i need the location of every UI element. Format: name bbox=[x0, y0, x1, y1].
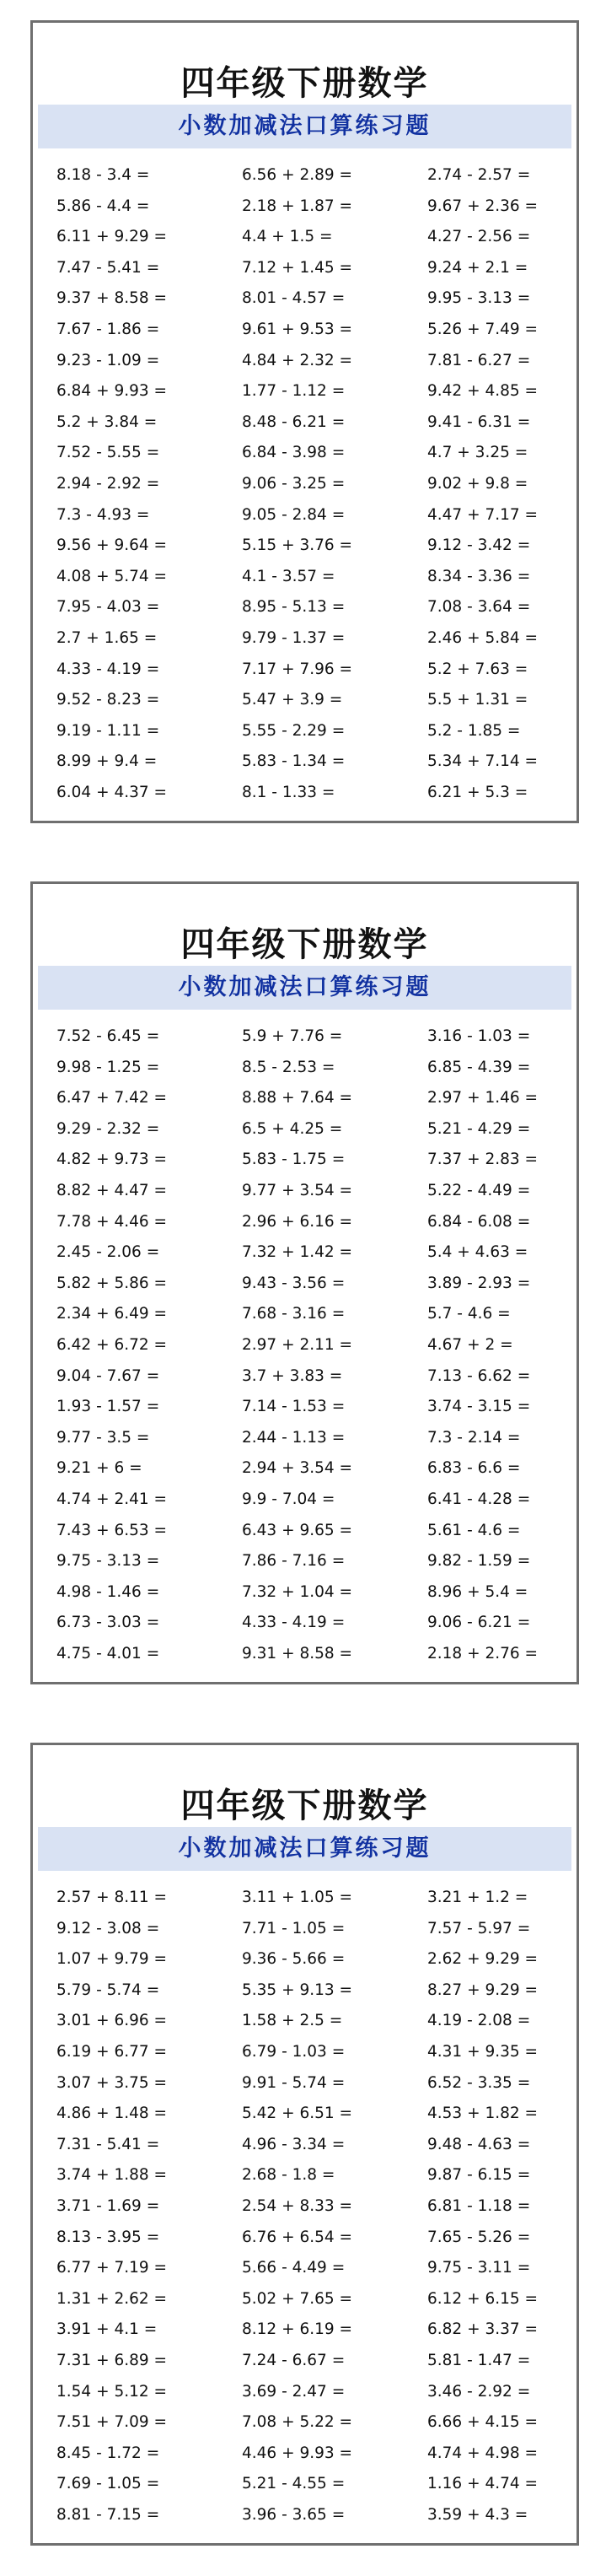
problem-item: 2.62 + 9.29 = bbox=[427, 1950, 539, 1969]
problem-item: 9.06 - 3.25 = bbox=[242, 474, 346, 493]
problem-item: 7.13 - 6.62 = bbox=[427, 1366, 531, 1385]
problem-item: 9.04 - 7.67 = bbox=[56, 1366, 160, 1385]
problem-item: 6.41 - 4.28 = bbox=[427, 1490, 531, 1508]
problem-item: 4.46 + 9.93 = bbox=[242, 2444, 353, 2462]
problem-item: 1.07 + 9.79 = bbox=[56, 1950, 168, 1969]
worksheet-3 bbox=[30, 1743, 579, 2546]
problem-item: 3.74 + 1.88 = bbox=[56, 2166, 168, 2185]
problem-item: 8.1 - 1.33 = bbox=[242, 783, 335, 801]
problem-item: 6.52 - 3.35 = bbox=[427, 2073, 531, 2092]
problem-item: 6.85 - 4.39 = bbox=[427, 1058, 531, 1076]
problem-item: 8.48 - 6.21 = bbox=[242, 412, 346, 431]
problem-item: 9.79 - 1.37 = bbox=[242, 628, 346, 647]
problem-item: 1.54 + 5.12 = bbox=[56, 2382, 168, 2401]
problem-item: 5.2 - 1.85 = bbox=[427, 721, 521, 740]
problem-item: 4.74 + 4.98 = bbox=[427, 2444, 539, 2462]
problem-item: 2.96 + 6.16 = bbox=[242, 1212, 353, 1231]
problem-item: 9.87 - 6.15 = bbox=[427, 2166, 531, 2185]
problem-item: 2.57 + 8.11 = bbox=[56, 1889, 168, 1906]
problem-item: 9.12 - 3.08 = bbox=[56, 1919, 160, 1937]
problem-item: 8.95 - 5.13 = bbox=[242, 598, 346, 617]
problem-item: 4.98 - 1.46 = bbox=[56, 1582, 160, 1601]
problem-item: 7.31 + 6.89 = bbox=[56, 2351, 168, 2369]
problem-item: 5.02 + 7.65 = bbox=[242, 2289, 353, 2308]
problem-item: 8.13 - 3.95 = bbox=[56, 2228, 160, 2246]
problem-item: 9.61 + 9.53 = bbox=[242, 320, 353, 338]
problem-item: 4.7 + 3.25 = bbox=[427, 444, 528, 462]
problem-item: 4.86 + 1.48 = bbox=[56, 2104, 168, 2123]
problem-item: 9.06 - 6.21 = bbox=[427, 1614, 531, 1632]
problem-item: 5.35 + 9.13 = bbox=[242, 1981, 353, 1999]
problem-item: 6.81 - 1.18 = bbox=[427, 2196, 531, 2215]
problem-item: 5.47 + 3.9 = bbox=[242, 691, 343, 709]
problem-item: 6.47 + 7.42 = bbox=[56, 1089, 168, 1107]
problem-item: 5.66 - 4.49 = bbox=[242, 2259, 346, 2277]
problem-item: 9.21 + 6 = bbox=[56, 1459, 142, 1478]
problem-item: 7.31 - 5.41 = bbox=[56, 2135, 160, 2153]
problem-item: 4.33 - 4.19 = bbox=[242, 1614, 346, 1632]
problem-item: 3.7 + 3.83 = bbox=[242, 1366, 343, 1385]
problem-item: 8.81 - 7.15 = bbox=[56, 2505, 160, 2524]
problem-item: 3.16 - 1.03 = bbox=[427, 1027, 531, 1045]
problem-item: 3.69 - 2.47 = bbox=[242, 2382, 346, 2401]
problem-item: 7.81 - 6.27 = bbox=[427, 351, 531, 369]
problem-item: 6.79 - 1.03 = bbox=[242, 2042, 346, 2061]
problem-item: 8.5 - 2.53 = bbox=[242, 1058, 335, 1076]
problem-item: 2.44 - 1.13 = bbox=[242, 1428, 346, 1447]
problem-item: 5.83 - 1.34 = bbox=[242, 752, 346, 771]
problem-item: 7.3 - 2.14 = bbox=[427, 1428, 521, 1447]
problem-item: 4.1 - 3.57 = bbox=[242, 567, 335, 585]
problem-item: 7.3 - 4.93 = bbox=[56, 505, 150, 524]
problem-item: 1.93 - 1.57 = bbox=[56, 1398, 160, 1416]
problem-item: 8.01 - 4.57 = bbox=[242, 289, 346, 308]
problem-item: 6.42 + 6.72 = bbox=[56, 1335, 168, 1354]
problem-item: 4.75 - 4.01 = bbox=[56, 1644, 160, 1663]
problem-item: 8.45 - 1.72 = bbox=[56, 2444, 160, 2462]
problem-item: 9.23 - 1.09 = bbox=[56, 351, 160, 369]
problem-item: 7.17 + 7.96 = bbox=[242, 660, 353, 678]
problem-item: 1.16 + 4.74 = bbox=[427, 2475, 539, 2493]
problem-item: 4.96 - 3.34 = bbox=[242, 2135, 346, 2153]
problem-item: 2.54 + 8.33 = bbox=[242, 2196, 353, 2215]
problem-item: 5.79 - 5.74 = bbox=[56, 1981, 160, 1999]
problem-item: 6.04 + 4.37 = bbox=[56, 783, 168, 801]
problem-item: 6.43 + 9.65 = bbox=[242, 1521, 353, 1539]
problem-item: 2.68 - 1.8 = bbox=[242, 2166, 335, 2185]
problem-item: 6.21 + 5.3 = bbox=[427, 783, 528, 801]
problem-item: 9.37 + 8.58 = bbox=[56, 289, 168, 308]
problem-item: 4.53 + 1.82 = bbox=[427, 2104, 539, 2123]
problem-item: 6.84 + 9.93 = bbox=[56, 382, 168, 401]
problem-item: 7.32 + 1.04 = bbox=[242, 1582, 353, 1601]
problem-item: 4.31 + 9.35 = bbox=[427, 2042, 539, 2061]
problem-item: 7.08 + 5.22 = bbox=[242, 2413, 353, 2432]
problem-item: 3.89 - 2.93 = bbox=[427, 1274, 531, 1292]
problem-item: 3.71 - 1.69 = bbox=[56, 2196, 160, 2215]
problem-item: 9.91 - 5.74 = bbox=[242, 2073, 346, 2092]
problem-item: 6.12 + 6.15 = bbox=[427, 2289, 539, 2308]
problem-item: 9.41 - 6.31 = bbox=[427, 412, 531, 431]
problem-item: 7.32 + 1.42 = bbox=[242, 1243, 353, 1262]
problem-item: 8.82 + 4.47 = bbox=[56, 1181, 168, 1199]
problem-item: 6.73 - 3.03 = bbox=[56, 1614, 160, 1632]
problem-item: 7.47 - 5.41 = bbox=[56, 258, 160, 277]
problem-item: 7.71 - 1.05 = bbox=[242, 1919, 346, 1937]
problem-item: 9.95 - 3.13 = bbox=[427, 289, 531, 308]
problem-item: 5.42 + 6.51 = bbox=[242, 2104, 353, 2123]
problem-item: 2.18 + 1.87 = bbox=[242, 197, 353, 215]
problem-item: 5.34 + 7.14 = bbox=[427, 752, 539, 771]
problem-item: 4.82 + 9.73 = bbox=[56, 1151, 168, 1169]
problem-item: 9.31 + 8.58 = bbox=[242, 1644, 353, 1663]
problem-item: 2.97 + 2.11 = bbox=[242, 1335, 353, 1354]
problem-item: 5.22 - 4.49 = bbox=[427, 1181, 531, 1199]
problem-item: 5.4 + 4.63 = bbox=[427, 1243, 528, 1262]
problem-item: 4.47 + 7.17 = bbox=[427, 505, 539, 524]
problem-item: 5.2 + 7.63 = bbox=[427, 660, 528, 678]
problem-item: 4.67 + 2 = bbox=[427, 1335, 513, 1354]
problem-item: 6.82 + 3.37 = bbox=[427, 2320, 539, 2339]
problem-item: 7.57 - 5.97 = bbox=[427, 1919, 531, 1937]
problem-item: 7.65 - 5.26 = bbox=[427, 2228, 531, 2246]
problem-item: 9.43 - 3.56 = bbox=[242, 1274, 346, 1292]
problem-item: 3.74 - 3.15 = bbox=[427, 1398, 531, 1416]
worksheet-title: 四年级下册数学 bbox=[180, 63, 429, 103]
problem-item: 6.5 + 4.25 = bbox=[242, 1119, 343, 1138]
problem-item: 2.94 + 3.54 = bbox=[242, 1459, 353, 1478]
problem-item: 6.76 + 6.54 = bbox=[242, 2228, 353, 2246]
problem-item: 2.46 + 5.84 = bbox=[427, 628, 539, 647]
problem-item: 3.59 + 4.3 = bbox=[427, 2505, 528, 2524]
problem-item: 7.24 - 6.67 = bbox=[242, 2351, 346, 2369]
problem-item: 7.78 + 4.46 = bbox=[56, 1212, 168, 1231]
problem-grid bbox=[56, 1021, 579, 1669]
problem-item: 9.98 - 1.25 = bbox=[56, 1058, 160, 1076]
problem-item: 4.08 + 5.74 = bbox=[56, 567, 168, 585]
problem-item: 7.67 - 1.86 = bbox=[56, 320, 160, 338]
worksheet-title: 四年级下册数学 bbox=[180, 924, 429, 964]
problem-item: 3.46 - 2.92 = bbox=[427, 2382, 531, 2401]
problem-item: 3.01 + 6.96 = bbox=[56, 2012, 168, 2030]
problem-item: 9.02 + 9.8 = bbox=[427, 474, 528, 493]
problem-item: 7.37 + 2.83 = bbox=[427, 1151, 539, 1169]
problem-item: 3.21 + 1.2 = bbox=[427, 1889, 528, 1906]
problem-item: 9.77 - 3.5 = bbox=[56, 1428, 150, 1447]
problem-item: 9.36 - 5.66 = bbox=[242, 1950, 346, 1969]
problem-item: 9.56 + 9.64 = bbox=[56, 536, 168, 555]
problem-item: 1.77 - 1.12 = bbox=[242, 382, 346, 401]
problem-item: 5.26 + 7.49 = bbox=[427, 320, 539, 338]
problem-item: 5.55 - 2.29 = bbox=[242, 721, 346, 740]
problem-item: 7.08 - 3.64 = bbox=[427, 598, 531, 617]
problem-item: 9.75 - 3.13 = bbox=[56, 1552, 160, 1571]
problem-item: 7.51 + 7.09 = bbox=[56, 2413, 168, 2432]
problem-item: 2.94 - 2.92 = bbox=[56, 474, 160, 493]
problem-item: 2.34 + 6.49 = bbox=[56, 1305, 168, 1323]
problem-item: 1.58 + 2.5 = bbox=[242, 2012, 343, 2030]
problem-item: 6.66 + 4.15 = bbox=[427, 2413, 539, 2432]
problem-item: 7.12 + 1.45 = bbox=[242, 258, 353, 277]
problem-item: 9.52 - 8.23 = bbox=[56, 691, 160, 709]
problem-item: 8.99 + 9.4 = bbox=[56, 752, 158, 771]
problem-item: 9.48 - 4.63 = bbox=[427, 2135, 531, 2153]
problem-item: 9.67 + 2.36 = bbox=[427, 197, 539, 215]
problem-item: 6.11 + 9.29 = bbox=[56, 228, 168, 246]
problem-item: 1.31 + 2.62 = bbox=[56, 2289, 168, 2308]
problem-item: 6.56 + 2.89 = bbox=[242, 166, 353, 184]
problem-item: 6.83 - 6.6 = bbox=[427, 1459, 521, 1478]
problem-item: 4.27 - 2.56 = bbox=[427, 228, 531, 246]
problem-item: 7.69 - 1.05 = bbox=[56, 2475, 160, 2493]
problem-item: 8.96 + 5.4 = bbox=[427, 1582, 528, 1601]
problem-item: 7.43 + 6.53 = bbox=[56, 1521, 168, 1539]
problem-item: 5.9 + 7.76 = bbox=[242, 1027, 343, 1045]
problem-item: 7.52 - 6.45 = bbox=[56, 1027, 160, 1045]
problem-item: 9.05 - 2.84 = bbox=[242, 505, 346, 524]
problem-item: 6.77 + 7.19 = bbox=[56, 2259, 168, 2277]
problem-item: 2.74 - 2.57 = bbox=[427, 166, 531, 184]
problem-grid bbox=[56, 1883, 579, 2530]
problem-item: 4.4 + 1.5 = bbox=[242, 228, 333, 246]
problem-item: 5.5 + 1.31 = bbox=[427, 691, 528, 709]
worksheet-subtitle: 小数加减法口算练习题 bbox=[38, 1827, 571, 1871]
problem-item: 3.96 - 3.65 = bbox=[242, 2505, 346, 2524]
worksheet-subtitle: 小数加减法口算练习题 bbox=[38, 105, 571, 148]
problem-item: 8.88 + 7.64 = bbox=[242, 1089, 353, 1107]
problem-item: 5.21 - 4.29 = bbox=[427, 1119, 531, 1138]
problem-item: 7.68 - 3.16 = bbox=[242, 1305, 346, 1323]
problem-item: 9.24 + 2.1 = bbox=[427, 258, 528, 277]
problem-item: 9.77 + 3.54 = bbox=[242, 1181, 353, 1199]
problem-item: 7.95 - 4.03 = bbox=[56, 598, 160, 617]
problem-item: 6.19 + 6.77 = bbox=[56, 2042, 168, 2061]
problem-item: 9.42 + 4.85 = bbox=[427, 382, 539, 401]
problem-item: 2.45 - 2.06 = bbox=[56, 1243, 160, 1262]
problem-item: 5.7 - 4.6 = bbox=[427, 1305, 511, 1323]
problem-item: 8.12 + 6.19 = bbox=[242, 2320, 353, 2339]
problem-item: 3.11 + 1.05 = bbox=[242, 1889, 353, 1906]
problem-item: 5.61 - 4.6 = bbox=[427, 1521, 521, 1539]
problem-item: 2.18 + 2.76 = bbox=[427, 1644, 539, 1663]
problem-item: 5.21 - 4.55 = bbox=[242, 2475, 346, 2493]
problem-item: 8.18 - 3.4 = bbox=[56, 166, 150, 184]
problem-item: 5.82 + 5.86 = bbox=[56, 1274, 168, 1292]
problem-item: 9.29 - 2.32 = bbox=[56, 1119, 160, 1138]
problem-item: 9.82 - 1.59 = bbox=[427, 1552, 531, 1571]
problem-item: 5.83 - 1.75 = bbox=[242, 1151, 346, 1169]
problem-item: 2.7 + 1.65 = bbox=[56, 628, 158, 647]
problem-item: 9.75 - 3.11 = bbox=[427, 2259, 531, 2277]
worksheet-1 bbox=[30, 20, 579, 823]
problem-item: 4.33 - 4.19 = bbox=[56, 660, 160, 678]
worksheet-subtitle: 小数加减法口算练习题 bbox=[38, 966, 571, 1010]
problem-item: 2.97 + 1.46 = bbox=[427, 1089, 539, 1107]
problem-grid bbox=[56, 160, 579, 808]
problem-item: 7.86 - 7.16 = bbox=[242, 1552, 346, 1571]
problem-item: 6.84 - 3.98 = bbox=[242, 444, 346, 462]
problem-item: 7.14 - 1.53 = bbox=[242, 1398, 346, 1416]
problem-item: 7.52 - 5.55 = bbox=[56, 444, 160, 462]
problem-item: 4.74 + 2.41 = bbox=[56, 1490, 168, 1508]
problem-item: 3.07 + 3.75 = bbox=[56, 2073, 168, 2092]
problem-item: 5.15 + 3.76 = bbox=[242, 536, 353, 555]
problem-item: 9.12 - 3.42 = bbox=[427, 536, 531, 555]
problem-item: 5.86 - 4.4 = bbox=[56, 197, 150, 215]
problem-item: 9.19 - 1.11 = bbox=[56, 721, 160, 740]
problem-item: 5.81 - 1.47 = bbox=[427, 2351, 531, 2369]
problem-item: 4.84 + 2.32 = bbox=[242, 351, 353, 369]
problem-item: 3.91 + 4.1 = bbox=[56, 2320, 158, 2339]
problem-item: 4.19 - 2.08 = bbox=[427, 2012, 531, 2030]
problem-item: 8.27 + 9.29 = bbox=[427, 1981, 539, 1999]
worksheet-2 bbox=[30, 881, 579, 1684]
problem-item: 5.2 + 3.84 = bbox=[56, 412, 158, 431]
problem-item: 9.9 - 7.04 = bbox=[242, 1490, 335, 1508]
worksheet-title: 四年级下册数学 bbox=[180, 1786, 429, 1825]
problem-item: 8.34 - 3.36 = bbox=[427, 567, 531, 585]
problem-item: 6.84 - 6.08 = bbox=[427, 1212, 531, 1231]
